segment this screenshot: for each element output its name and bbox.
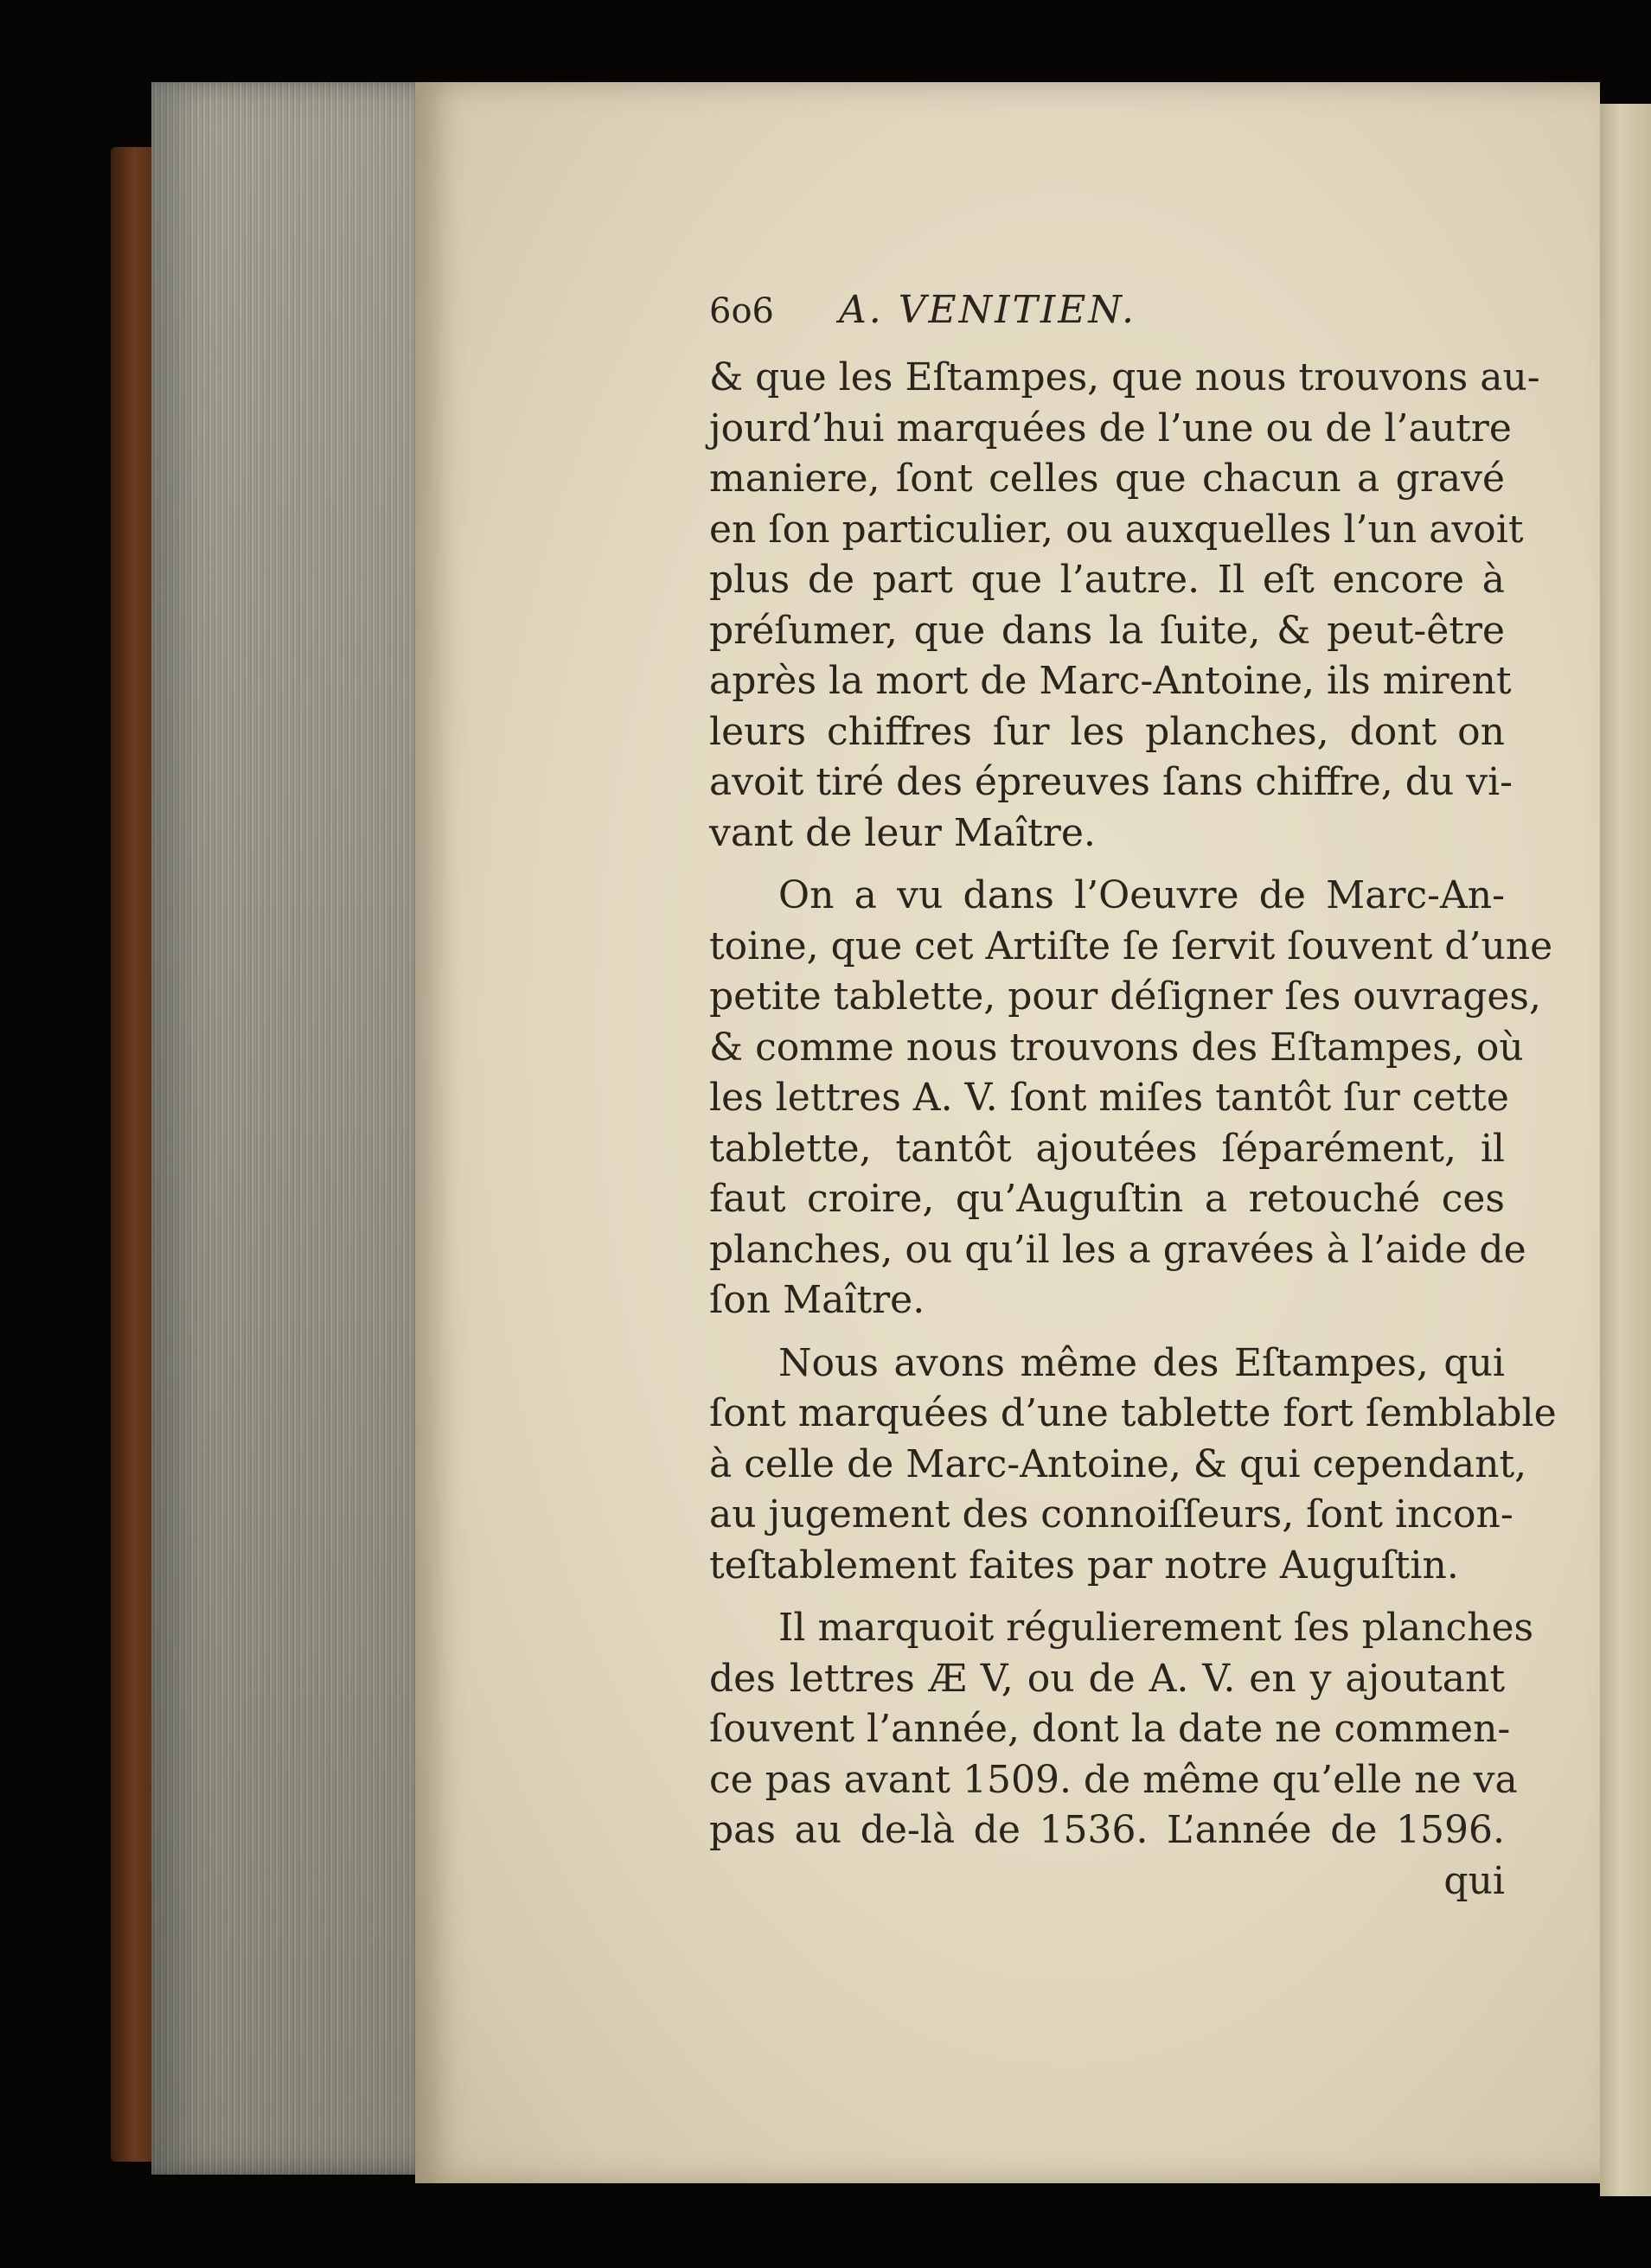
text-line: planches, ou qu’il les a gravées à l’aide de — [709, 1227, 1526, 1272]
text-line: Il marquoit régulierement ſes planches — [778, 1606, 1534, 1650]
paragraph-2 — [709, 871, 1553, 1326]
text-line: en ſon particulier, ou auxquelles l’un avoit — [709, 507, 1524, 552]
text-line: teſtablement faites par notre Auguſtin. — [709, 1543, 1459, 1588]
text-line: préſumer, que dans la ſuite, & peut-être — [709, 608, 1505, 653]
text-line: leurs chiffres ſur les planches, dont on — [709, 709, 1505, 754]
text-line: maniere, ſont celles que chacun a gravé — [709, 457, 1505, 501]
text-line: des lettres Æ V, ou de A. V. en y ajoutant — [709, 1656, 1505, 1701]
text-line: petite tablette, pour déſigner ſes ouvrages, — [709, 974, 1541, 1019]
text-line: & comme nous trouvons des Eſtampes, où — [709, 1025, 1524, 1070]
text-line: tablette, tantôt ajoutées ſéparément, il — [709, 1126, 1505, 1171]
text-line: jourd’hui marquées de l’une ou de l’autre — [709, 406, 1512, 450]
text-line: plus de part que l’autre. Il eſt encore à — [709, 558, 1505, 602]
text-line: faut croire, qu’Auguſtin a retouché ces — [709, 1177, 1505, 1221]
page-edges-stack — [151, 82, 437, 2175]
running-title: A. VENITIEN. — [839, 288, 1137, 332]
page-number: 6o6 — [709, 291, 774, 331]
running-head — [709, 285, 1505, 346]
catchword: qui — [1443, 1858, 1505, 1903]
text-line: vant de leur Maître. — [709, 810, 1096, 855]
text-line: ce pas avant 1509. de même qu’elle ne va — [709, 1757, 1518, 1802]
text-line: toine, que cet Artiſte ſe ſervit ſouvent d’une — [709, 923, 1553, 968]
text-line: On a vu dans l’Oeuvre de Marc-An- — [778, 873, 1505, 917]
text-line: pas au de-là de 1536. L’année de 1596. — [709, 1808, 1505, 1852]
paragraph-4 — [709, 1603, 1534, 1856]
text-line: Nous avons même des Eſtampes, qui — [778, 1340, 1505, 1385]
text-line: avoit tiré des épreuves ſans chiffre, du vi- — [709, 760, 1513, 804]
text-line: à celle de Marc-Antoine, & qui cependant, — [709, 1441, 1527, 1486]
text-line: les lettres A. V. ſont miſes tantôt ſur cette — [709, 1076, 1509, 1120]
facing-page-edge — [1600, 104, 1651, 2196]
text-line: ſont marquées d’une tablette fort ſemblable — [709, 1391, 1557, 1435]
text-line: ſon Maître. — [709, 1278, 925, 1322]
text-line: au jugement des connoiſſeurs, ſont incon- — [709, 1492, 1513, 1536]
paragraph-3 — [709, 1338, 1557, 1592]
page-text — [709, 285, 1557, 1907]
text-line: & que les Eſtampes, que nous trouvons au- — [709, 355, 1540, 399]
text-line: ſouvent l’année, dont la date ne commen- — [709, 1707, 1511, 1751]
paragraph-1 — [709, 353, 1540, 859]
text-line: après la mort de Marc-Antoine, ils mirent — [709, 659, 1512, 703]
